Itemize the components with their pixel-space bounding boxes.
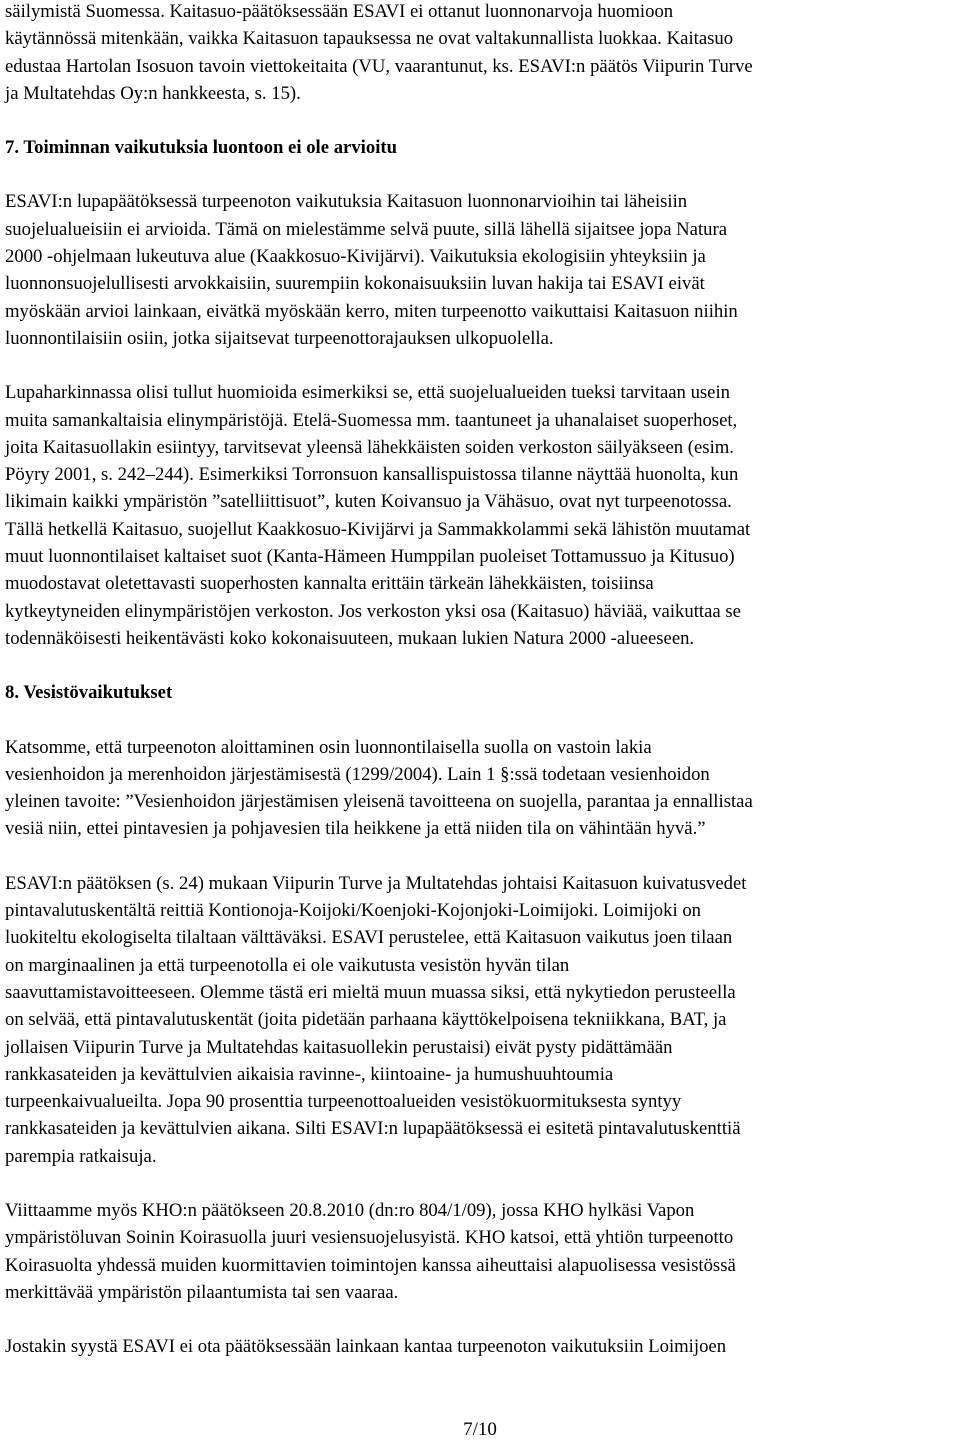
text-line: muita samankaltaisia elinympäristöjä. Etelä-Suomessa mm. taantuneet ja uhanalaiset suoperhoset, [5, 409, 738, 431]
text-line: ja Multatehdas Oy:n hankkeesta, s. 15). [5, 82, 301, 104]
text-line: ESAVI:n lupapäätöksessä turpeenoton vaikutuksia Kaitasuon luonnonarvioihin tai läheisiin [5, 191, 688, 213]
paragraph-spacer [5, 1306, 955, 1333]
text-line: saavuttamistavoitteeseen. Olemme tästä eri mieltä muun muassa siksi, että nykytiedon perusteella [5, 981, 736, 1003]
text-line: käytännössä mitenkään, vaikka Kaitasuon tapauksessa ne ovat valtakunnallista luokkaa. Kaitasuo [5, 28, 734, 50]
text-line: on marginaalinen ja että turpeenotolla ei ole vaikutusta vesistön hyvän tilan [5, 954, 570, 976]
section-heading-8: 8. Vesistövaikutukset [5, 682, 173, 704]
text-line: Pöyry 2001, s. 242–244). Esimerkiksi Torronsuon kansallispuistossa tilanne näyttää huonolta, kun [5, 464, 739, 486]
text-line: suojelualueisiin ei arvioida. Tämä on mielestämme selvä puute, sillä lähellä sijaitsee jopa Natura [5, 218, 728, 240]
text-line: parempia ratkaisuja. [5, 1145, 157, 1167]
text-line: luonnonsuojelullisesti arvokkaisiin, suurempiin kokonaisuuksiin luvan hakija tai ESAVI eivät [5, 273, 705, 295]
paragraph-jostakin-syysta [5, 1333, 955, 1360]
text-line: Koirasuolta yhdessä muiden kuormittavien toimintojen kanssa aiheuttaisi alapuolisessa vesistössä [5, 1254, 736, 1276]
text-line: edustaa Hartolan Isosuon tavoin viettokeitaita (VU, vaarantunut, ks. ESAVI:n päätös Viipurin Turve [5, 55, 753, 77]
text-line: luonnontilaisiin osiin, jotka sijaitsevat turpeenottorajauksen ulkopuolella. [5, 327, 554, 349]
text-line: joita Kaitasuollakin esiintyy, tarvitsevat yleensä lähekkäisten soiden verkoston säilyäkseen (esim. [5, 436, 734, 458]
text-line: säilymistä Suomessa. Kaitasuo-päätöksessään ESAVI ei ottanut luonnonarvoja huomioon [5, 1, 674, 22]
text-line: vesienhoidon ja merenhoidon järjestämisestä (1299/2004). Lain 1 §:ssä todetaan vesienhoidon [5, 763, 710, 785]
section-heading-7: 7. Toiminnan vaikutuksia luontoon ei ole arvioitu [5, 137, 398, 159]
text-line: luokiteltu ekologiselta tilaltaan välttäväksi. ESAVI perustelee, että Kaitasuon vaikutus joen tilaan [5, 927, 733, 949]
paragraph-spacer [5, 652, 955, 679]
paragraph-spacer [5, 161, 955, 188]
paragraph-spacer [5, 707, 955, 734]
text-line: 2000 -ohjelmaan lukeutuva alue (Kaakkosuo-Kivijärvi). Vaikutuksia ekologisiin yhteyksiin ja [5, 246, 706, 268]
text-line: jollaisen Viipurin Turve ja Multatehdas kaitasuollekin perustaisi) eivät pysty pidättämään [5, 1036, 673, 1058]
paragraph-loimijoki [5, 870, 955, 1170]
text-line: muut luonnontilaiset kaltaiset suot (Kanta-Hämeen Humppilan puoleiset Tottamussuo ja Kitusuo) [5, 546, 735, 568]
text-line: rankkasateiden ja kevättulvien aikaisia ravinne-, kiintoaine- ja humushuuhtoumia [5, 1063, 614, 1085]
paragraph-spacer [5, 1170, 955, 1197]
text-line: todennäköisesti heikentävästi koko kokonaisuuteen, mukaan lukien Natura 2000 -alueeseen. [5, 627, 695, 649]
text-line: on selvää, että pintavalutuskentät (joita pidetään parhaana käyttökelpoisena tekniikkana, BAT, ja [5, 1009, 727, 1031]
text-line: muodostavat oletettavasti suoperhosten kannalta erittäin tärkeän lähekkäisten, toisiinsa [5, 573, 654, 595]
text-line: Jostakin syystä ESAVI ei ota päätöksessään lainkaan kantaa turpeenoton vaikutuksiin Loimijoen [5, 1336, 727, 1358]
text-line: myöskään arvioi lainkaan, eivätkä myöskään kerro, miten turpeenotto vaikuttaisi Kaitasuon niihin [5, 300, 738, 322]
paragraph-lupaharkinta [5, 379, 955, 652]
text-line: ESAVI:n päätöksen (s. 24) mukaan Viipurin Turve ja Multatehdas johtaisi Kaitasuon kuivatusvedet [5, 872, 747, 894]
paragraph-spacer [5, 352, 955, 379]
paragraph-luonnonarvot [5, 0, 955, 107]
paragraph-kho-paatos [5, 1197, 955, 1306]
text-line: Tällä hetkellä Kaitasuo, suojellut Kaakkosuo-Kivijärvi ja Sammakkolammi sekä lähistön muutamat [5, 518, 751, 540]
text-line: Katsomme, että turpeenoton aloittaminen osin luonnontilaisella suolla on vastoin lakia [5, 736, 652, 758]
paragraph-vaikutukset-luontoon [5, 188, 955, 352]
text-line: Lupaharkinnassa olisi tullut huomioida esimerkiksi se, että suojelualueiden tueksi tarvitaan usein [5, 382, 731, 404]
text-line: Viittaamme myös KHO:n päätökseen 20.8.2010 (dn:ro 804/1/09), jossa KHO hylkäsi Vapon [5, 1199, 695, 1221]
paragraph-vesienhoito [5, 734, 955, 843]
text-line: vesiä niin, ettei pintavesien ja pohjavesien tila heikkene ja että niiden tila on vähintään hyvä.” [5, 818, 706, 840]
paragraph-spacer [5, 843, 955, 870]
text-line: pintavalutuskentältä reittiä Kontionoja-Koijoki/Koenjoki-Kojonjoki-Loimijoki. Loimijoki on [5, 900, 702, 922]
text-line: turpeenkaivualueilta. Jopa 90 prosenttia turpeenottoalueiden vesistökuormituksesta syntyy [5, 1091, 682, 1113]
paragraph-spacer [5, 107, 955, 134]
text-line: likimain kaikki ympäristön ”satelliittisuot”, kuten Koivansuo ja Vähäsuo, ovat nyt turpeenotossa. [5, 491, 732, 513]
text-line: kytkeytyneiden elinympäristöjen verkoston. Jos verkoston yksi osa (Kaitasuo) häviää, vaikuttaa se [5, 600, 741, 622]
page-number: 7/10 [463, 1419, 497, 1440]
document-page [5, 0, 955, 1360]
text-line: yleinen tavoite: ”Vesienhoidon järjestämisen yleisenä tavoitteena on suojella, parantaa ja ennallistaa [5, 791, 753, 813]
text-line: ympäristöluvan Soinin Koirasuolla juuri vesiensuojelusyistä. KHO katsoi, että yhtiön turpeenotto [5, 1227, 734, 1249]
text-line: merkittävää ympäristön pilaantumista tai sen vaaraa. [5, 1281, 399, 1303]
text-line: rankkasateiden ja kevättulvien aikana. Silti ESAVI:n lupapäätöksessä ei esitetä pintavalutuskenttiä [5, 1118, 741, 1140]
